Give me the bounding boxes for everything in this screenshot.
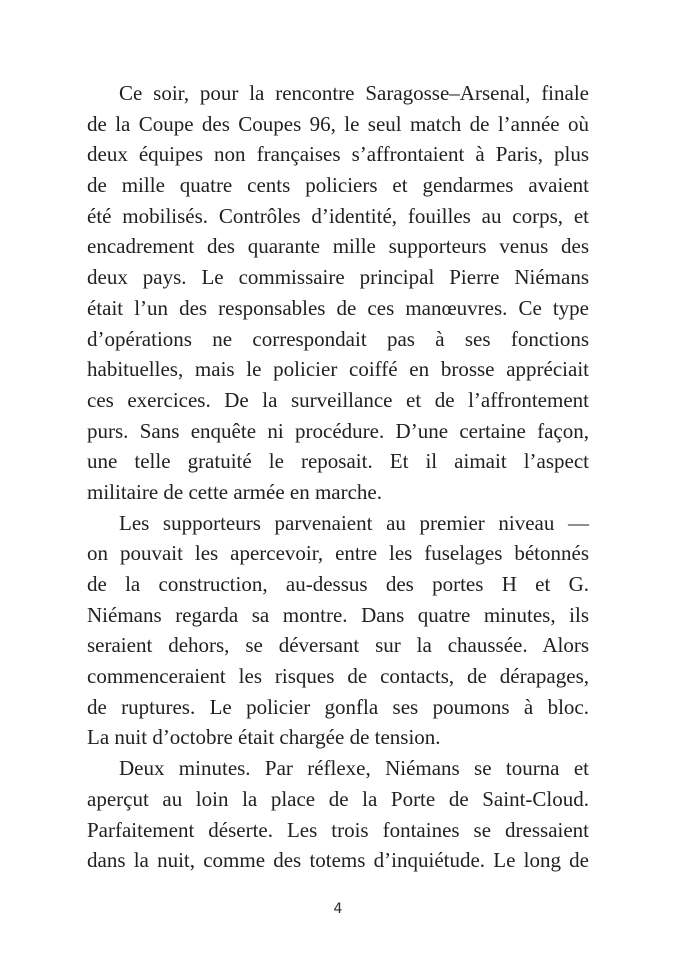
text-line: une telle gratuité le reposait. Et il aimait l’aspect xyxy=(87,449,589,474)
text-line: aperçut au loin la place de la Porte de Saint-Cloud. xyxy=(87,786,589,811)
text-line: seraient dehors, se déversant sur la chaussée. Alors xyxy=(87,633,589,658)
paragraph xyxy=(87,78,589,508)
text-line: Parfaitement déserte. Les trois fontaines se dressaient xyxy=(87,817,589,842)
paragraph xyxy=(87,753,589,876)
text-line: était l’un des responsables de ces manœuvres. Ce type xyxy=(87,295,589,320)
text-line: de mille quatre cents policiers et gendarmes avaient xyxy=(87,173,589,198)
text-line: Deux minutes. Par réflexe, Niémans se tourna et xyxy=(119,756,589,781)
text-line: La nuit d’octobre était chargée de tension. xyxy=(87,725,441,750)
text-line: été mobilisés. Contrôles d’identité, fouilles au corps, et xyxy=(87,203,589,228)
text-line: de ruptures. Le policier gonfla ses poumons à bloc. xyxy=(87,694,589,719)
text-line: encadrement des quarante mille supporteurs venus des xyxy=(87,234,589,259)
text-line: deux équipes non françaises s’affrontaient à Paris, plus xyxy=(87,142,589,167)
page-number: 4 xyxy=(333,901,343,917)
text-line: purs. Sans enquête ni procédure. D’une certaine façon, xyxy=(87,418,589,443)
text-line: de la Coupe des Coupes 96, le seul match de l’année où xyxy=(87,111,589,136)
page-text xyxy=(87,78,589,876)
text-line: ces exercices. De la surveillance et de l’affrontement xyxy=(87,387,589,412)
text-line: Niémans regarda sa montre. Dans quatre minutes, ils xyxy=(87,602,589,627)
text-line: habituelles, mais le policier coiffé en brosse appréciait xyxy=(87,357,589,382)
text-line: commenceraient les risques de contacts, de dérapages, xyxy=(87,664,589,689)
text-line: on pouvait les apercevoir, entre les fuselages bétonnés xyxy=(87,541,589,566)
text-line: Les supporteurs parvenaient au premier niveau — xyxy=(119,510,589,535)
text-line: Ce soir, pour la rencontre Saragosse–Arsenal, finale xyxy=(119,81,589,105)
text-line: militaire de cette armée en marche. xyxy=(87,479,382,504)
text-line: de la construction, au-dessus des portes H et G. xyxy=(87,572,589,596)
paragraph xyxy=(87,508,589,754)
text-line: deux pays. Le commissaire principal Pierre Niémans xyxy=(87,265,589,290)
text-line: dans la nuit, comme des totems d’inquiétude. Le long de xyxy=(87,848,589,873)
text-line: d’opérations ne correspondait pas à ses fonctions xyxy=(87,326,589,351)
